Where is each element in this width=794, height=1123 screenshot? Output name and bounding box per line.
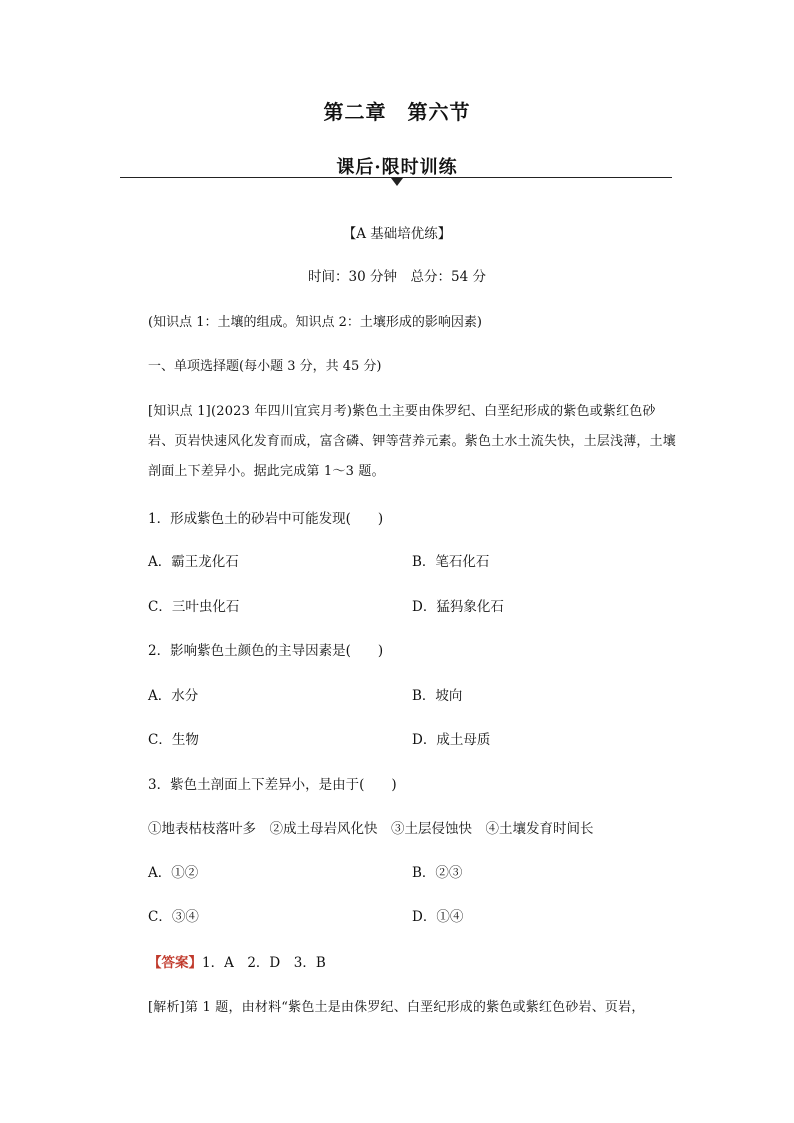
question-3-option-a: A．①② <box>148 865 199 881</box>
part-heading: 一、单项选择题(每小题 3 分，共 45 分) <box>148 359 382 374</box>
time-and-score: 时间：30 分钟 总分：54 分 <box>308 269 486 285</box>
passage-line-3: 剖面上下差异小。据此完成第 1～3 题。 <box>148 464 385 479</box>
question-1-option-d: D．猛犸象化石 <box>412 599 504 615</box>
question-2-stem: 2．影响紫色土颜色的主导因素是( ) <box>148 643 384 659</box>
page-subtitle: 课后·限时训练 <box>336 157 458 178</box>
question-1-option-a: A．霸王龙化石 <box>148 554 239 570</box>
section-label: 【A 基础培优练】 <box>342 226 452 242</box>
question-3-option-c: C．③④ <box>148 909 199 925</box>
question-3-option-d: D．①④ <box>412 909 464 925</box>
answer-line <box>148 951 326 971</box>
passage-line-1: [知识点 1](2023 年四川宜宾月考)紫色土主要由侏罗纪、白垩纪形成的紫色或紫红色砂 <box>148 404 656 419</box>
question-2-option-c: C．生物 <box>148 732 199 748</box>
question-1-stem: 1．形成紫色土的砂岩中可能发现( ) <box>148 511 384 527</box>
question-3-stem: 3．紫色土剖面上下差异小，是由于( ) <box>148 777 397 793</box>
question-1-option-c: C．三叶虫化石 <box>148 599 240 615</box>
answer-label: 【答案】 <box>148 955 202 971</box>
triangle-down-icon <box>391 178 403 186</box>
knowledge-points: (知识点 1：土壤的组成。知识点 2：土壤形成的影响因素) <box>148 315 482 330</box>
passage-line-2: 岩、页岩快速风化发育而成，富含磷、钾等营养元素。紫色土水土流失快，土层浅薄，土壤 <box>148 434 677 449</box>
answer-text: 1．A 2．D 3．B <box>202 955 326 971</box>
question-3-option-b: B．②③ <box>412 865 463 881</box>
question-2-option-a: A．水分 <box>148 688 199 704</box>
question-2-option-b: B．坡向 <box>412 688 463 704</box>
question-1-option-b: B．笔石化石 <box>412 554 490 570</box>
question-2-option-d: D．成土母质 <box>412 732 491 748</box>
question-3-statements: ①地表枯枝落叶多 ②成土母岩风化快 ③土层侵蚀快 ④土壤发育时间长 <box>148 821 594 837</box>
analysis-line-1: [解析]第 1 题，由材料“紫色土是由侏罗纪、白垩纪形成的紫色或紫红色砂岩、页岩， <box>148 1000 645 1015</box>
chapter-title: 第二章 第六节 <box>323 100 471 124</box>
